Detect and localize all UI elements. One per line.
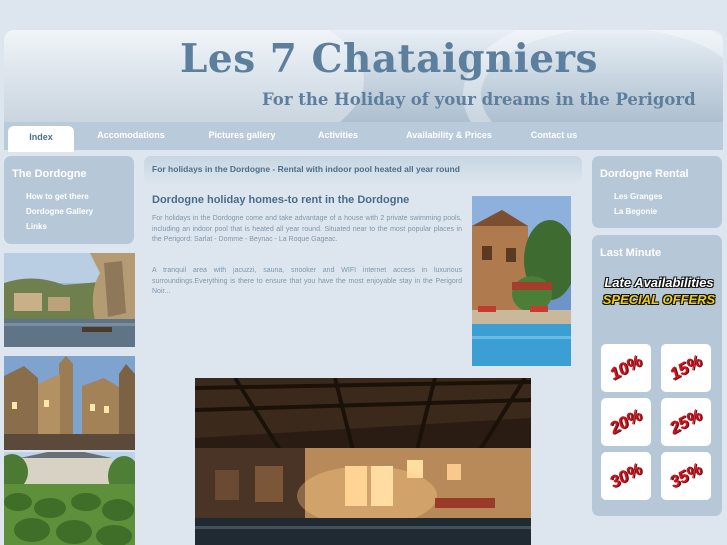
nav-tab-index[interactable]: Index [8, 126, 74, 152]
discount-label: 15% [666, 351, 706, 384]
link-la-begonie[interactable]: La Begonie [614, 207, 658, 216]
discount-25-button[interactable] [661, 398, 711, 446]
content-paragraph-2: A tranquil area with jacuzzi, sauna, snooker and WIFI internet access in luxurious surroundings.Everything is there to ensure that you have the most enjoyable stay in the Perigord Noir... [152, 267, 462, 295]
content-heading: Dordogne holiday homes-to rent in the Dordogne [152, 194, 410, 206]
discount-15-button[interactable] [661, 344, 711, 392]
main-nav [4, 122, 723, 150]
photo-sarlat-town [4, 356, 135, 450]
site-subtitle: For the Holiday of your dreams in the Perigord [262, 90, 696, 109]
discount-35-button[interactable] [661, 452, 711, 500]
discount-10-button[interactable] [601, 344, 651, 392]
photo-house-pool[interactable] [472, 196, 571, 366]
link-dordogne-gallery[interactable]: Dordogne Gallery [26, 207, 94, 216]
dordogne-rental-menu [592, 156, 722, 228]
photo-garden-chateau [4, 452, 135, 545]
dordogne-rental-title: Dordogne Rental [600, 168, 689, 180]
nav-tab-accomodations[interactable]: Accomodations [97, 130, 165, 140]
link-links[interactable]: Links [26, 222, 47, 231]
special-offers-banner[interactable] [596, 274, 722, 308]
discount-label: 25% [666, 405, 706, 438]
last-minute-title: Last Minute [600, 247, 662, 259]
discount-30-button[interactable] [601, 452, 651, 500]
photo-indoor-pool[interactable] [195, 378, 531, 545]
discount-label: 35% [666, 459, 706, 492]
nav-tab-pictures-gallery[interactable]: Pictures gallery [208, 130, 276, 140]
content-banner-text: For holidays in the Dordogne - Rental with indoor pool heated all year round [152, 164, 460, 174]
nav-tab-activities[interactable]: Activities [317, 130, 359, 140]
offer-line-2: SPECIAL OFFERS [602, 292, 716, 307]
content-banner [144, 156, 582, 184]
dordogne-menu-title: The Dordogne [12, 168, 87, 180]
link-les-granges[interactable]: Les Granges [614, 192, 663, 201]
discount-label: 30% [606, 459, 646, 492]
discount-label: 20% [606, 405, 646, 438]
photo-river-village [4, 253, 135, 347]
dordogne-menu [4, 156, 134, 244]
site-title[interactable]: Les 7 Chataigniers [180, 36, 599, 82]
nav-tab-contact-us[interactable]: Contact us [530, 130, 578, 140]
content-paragraph-1: For holidays in the Dordogne come and take advantage of a house with 2 private swimming pools, including an indoor pool that is heated all year round. Situated near to the most popular places in the Perigord: Sarlat - Domme - Beynac - La Roque Gageac. [152, 215, 462, 243]
discount-label: 10% [606, 351, 646, 384]
link-how-to-get-there[interactable]: How to get there [26, 192, 89, 201]
nav-tab-availability-prices[interactable]: Availability & Prices [406, 130, 492, 140]
offer-line-1: Late Availabilities [604, 275, 714, 290]
discount-20-button[interactable] [601, 398, 651, 446]
site-header [4, 30, 723, 122]
